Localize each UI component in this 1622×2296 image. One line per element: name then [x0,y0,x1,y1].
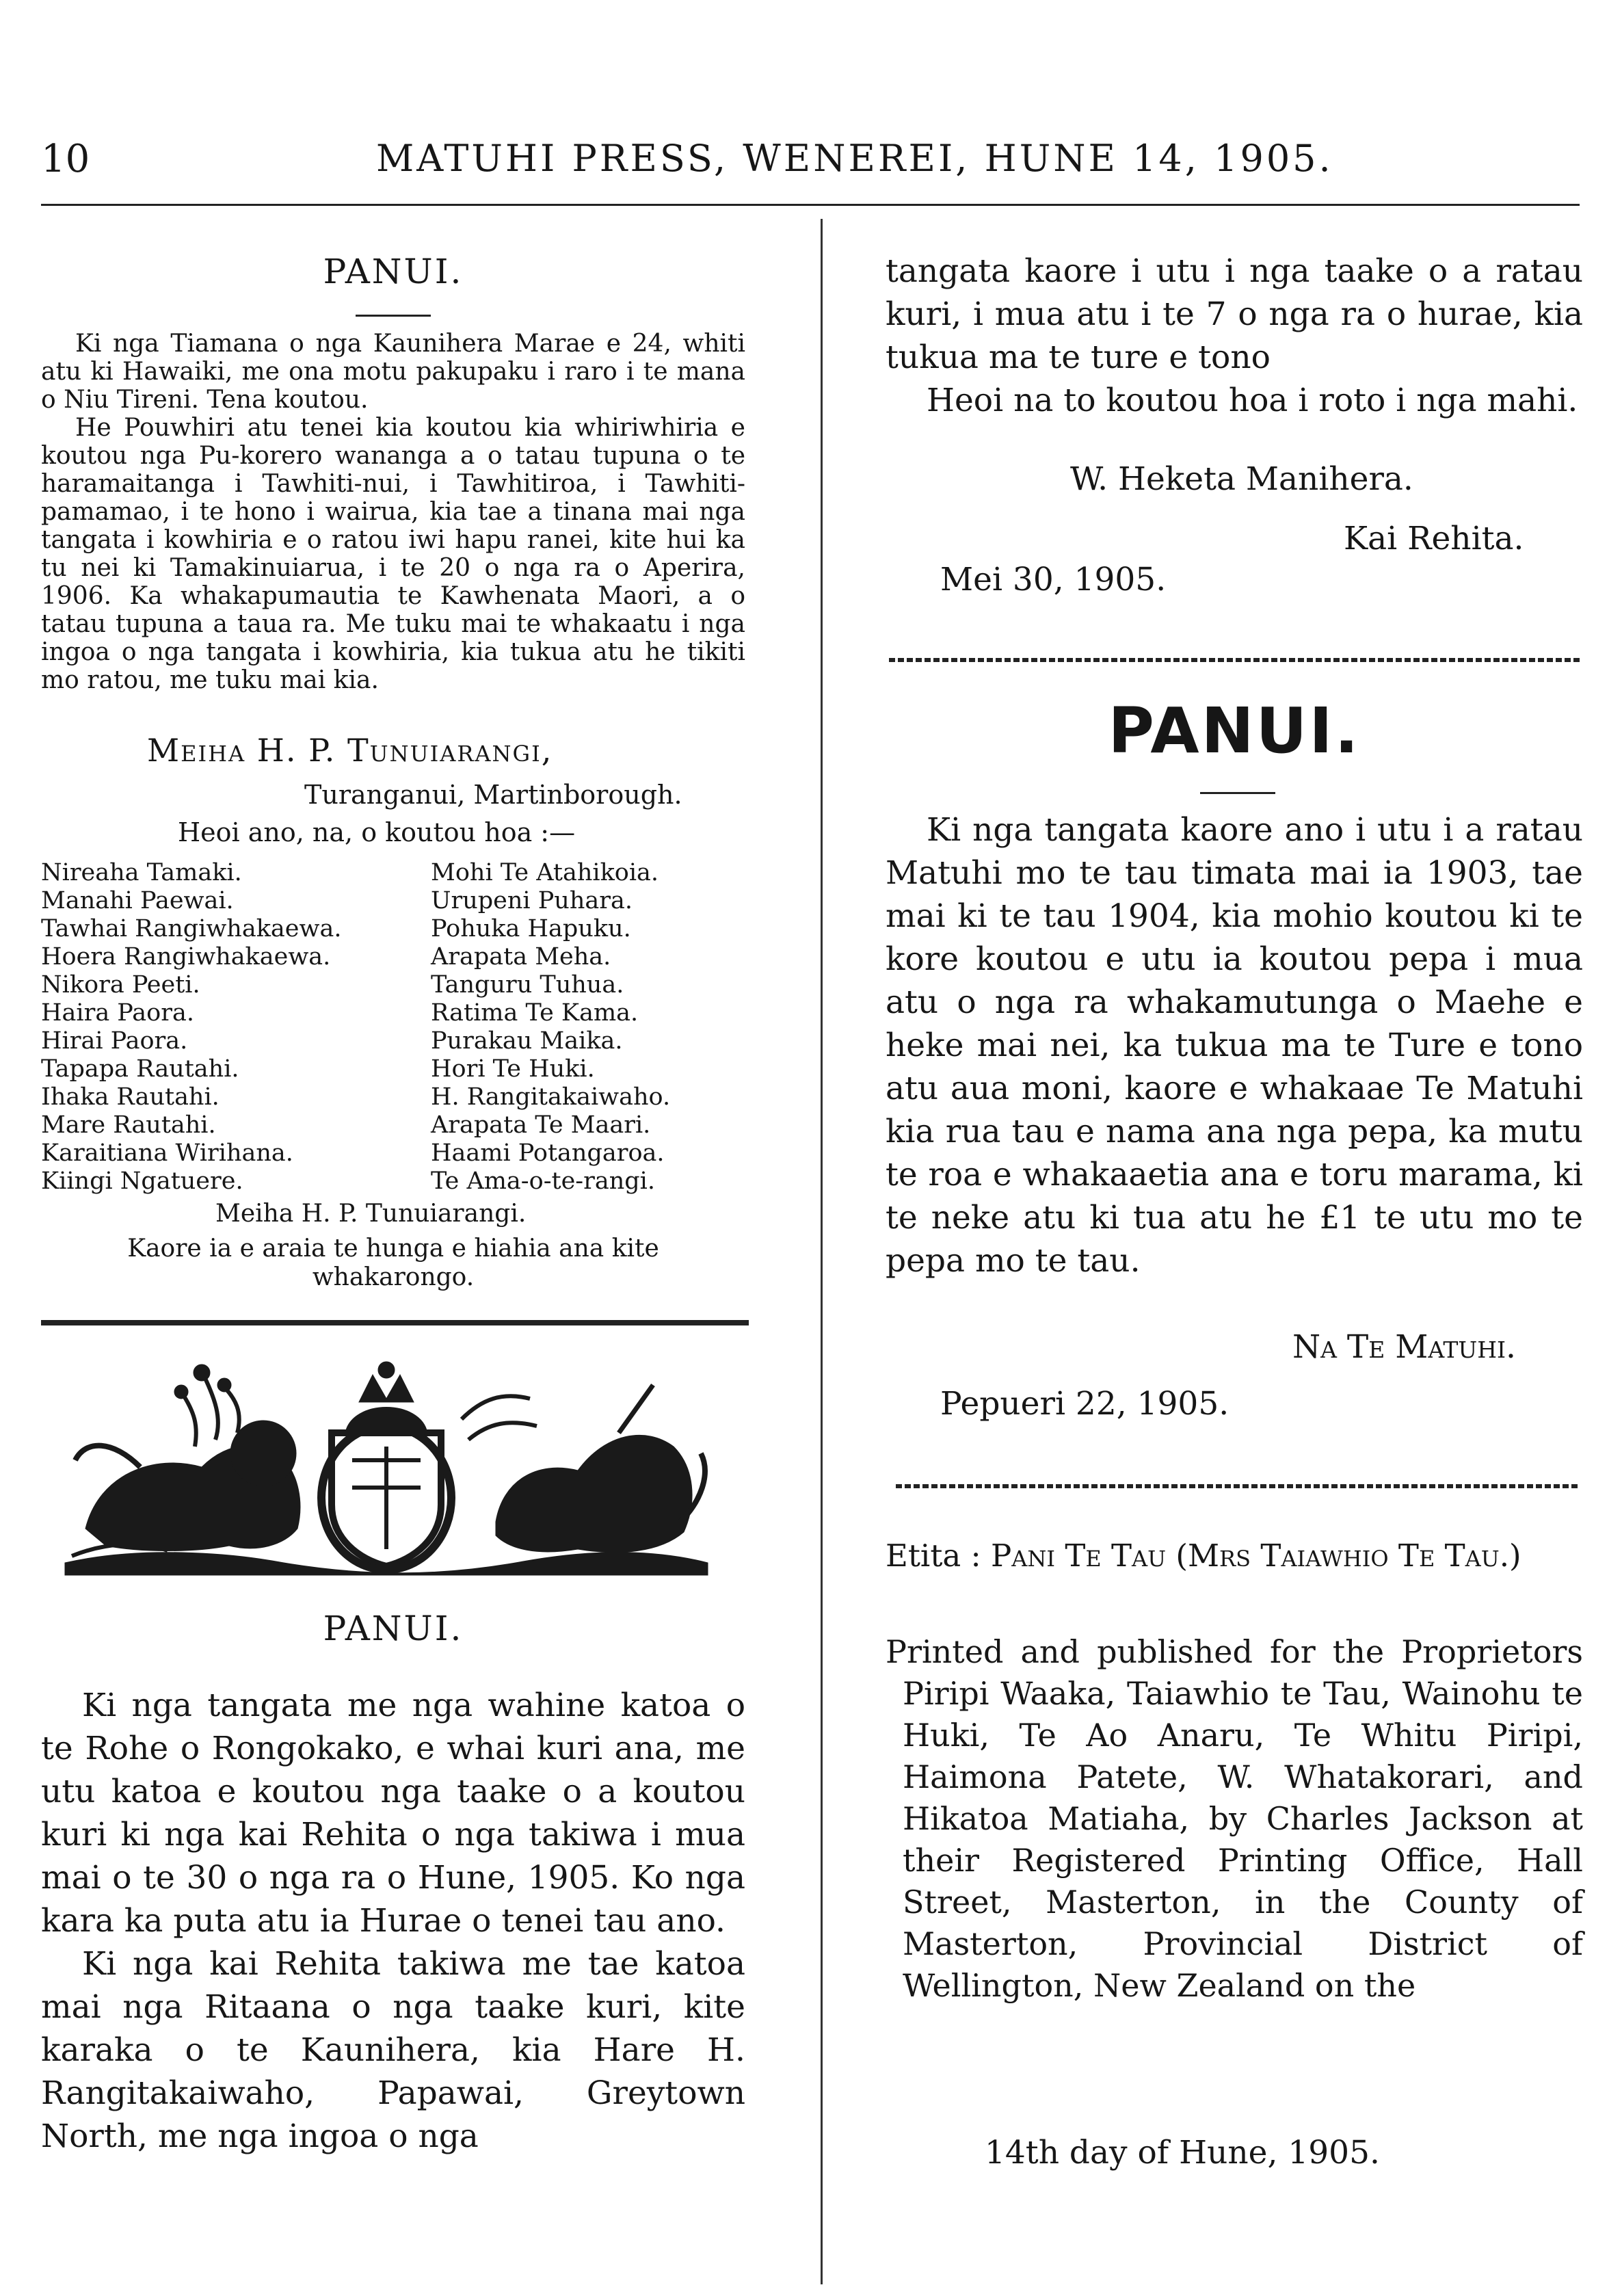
imprint-rule [896,1484,1580,1488]
notice3-short-rule [1200,792,1275,794]
notice1-location: Turanganui, Martinborough. [304,780,682,810]
notice1-body [41,330,745,694]
left-section-rule [41,1320,749,1325]
signatory-row: Tawhai Rangiwhakaewa. Pohuka Hapuku. [41,915,631,942]
editor-line [886,1535,1583,1576]
signatory-row: Nikora Peeti. Tanguru Tuhua. [41,971,624,999]
notice2-paragraph1: Ki nga tangata me nga wahine katoa o te Rohe o Rongokako, e whai kuri ana, me utu katoa e koutou nga taake o a koutou kuri ki nga kai Rehita o nga takiwa i mua mai o te 30 o nga ra o Hune, 1905. Ko nga kara ka puta atu ia Hurae o tenei tau ano. [41,1687,745,1940]
signatory-row: Manahi Paewai. Urupeni Puhara. [41,887,633,914]
page-number: 10 [41,137,90,181]
notice3-signature: Na Te Matuhi. [1292,1328,1517,1366]
running-title: MATUHI PRESS, WENEREI, HUNE 14, 1905. [376,137,1333,180]
imprint-date: 14th day of Hune, 1905. [985,2134,1380,2172]
notice3-date: Pepueri 22, 1905. [940,1385,1229,1423]
notice1-footnote: Kaore ia e araia te hunga e hiahia ana kite whakarongo. [127,1235,659,1291]
notice3-body [886,808,1583,1282]
notice1-short-rule [356,315,431,317]
notice2-heading: PANUI. [323,1609,464,1648]
signatory-row: Kiingi Ngatuere. Te Ama-o-te-rangi. [41,1167,655,1195]
continuation-text: tangata kaore i utu i nga taake o a ratau kuri, i mua atu i te 7 o nga ra o hurae, kia tukua ma te ture e tono [886,252,1583,376]
header-rule [41,204,1580,206]
notice1-closing: Heoi ano, na, o koutou hoa :— [178,817,576,847]
signatory-row: Hoera Rangiwhakaewa. Arapata Meha. [41,943,611,971]
imprint-text: Printed and published for the Proprietors Piripi Waaka, Taiawhio te Tau, Wainohu te Huki, Te Ao Anaru, Te Whitu Piripi, Haimona Patete, W. Whatakorari, and Hikatoa Matiaha, by Charles Jackson at their Registered Printing Office, Hall Street, Masterton, in the County of Masterton, Provincial District of Wellington, New Zealand on the [886,1633,1583,2004]
notice1-paragraph1: Ki nga Tiamana o nga Kaunihera Marae e 24, whiti atu ki Hawaiki, me ona motu pakupaku i raro i te mana o Niu Tireni. Tena koutou. [41,330,745,414]
signatory-row: Ihaka Rautahi. H. Rangitakaiwaho. [41,1083,671,1111]
notice2-body [41,1684,745,2158]
editor-label: Etita : [886,1538,981,1574]
notice1-final-name: Meiha H. P. Tunuiarangi. [215,1200,527,1228]
notice-continuation [886,250,1583,422]
signatory-row: Tapapa Rautahi. Hori Te Huki. [41,1055,595,1083]
page-header [41,137,1580,192]
signature-title: Kai Rehita. [1344,520,1524,557]
signatory-row: Haira Paora. Ratima Te Kama. [41,999,639,1027]
column-divider [821,219,823,2284]
editor-name: Pani Te Tau (Mrs Taiawhio Te Tau.) [991,1538,1521,1574]
signatory-row: Nireaha Tamaki. Mohi Te Atahikoia. [41,859,659,886]
continuation-closing: Heoi na to koutou hoa i roto i nga mahi. [927,382,1578,419]
notice3-paragraph: Ki nga tangata kaore ano i utu i a ratau Matuhi mo te tau timata mai ia 1903, tae mai ki te tau 1904, kia mohio koutou ki te kore koutou e utu ia koutou pepa i mua atu o nga ra whakamutunga o Maehe e heke mai nei, ka tukua ma te Ture e tono atu aua moni, kaore e whakaae Te Matuhi kia rua tau e nama ana nga pepa, ka mutu te roa e whakaaetia ana e toru marama, ki te neke atu ki tua atu he £1 te utu mo te pepa mo te tau. [886,811,1583,1280]
signatory-row: Hirai Paora. Purakau Maika. [41,1027,623,1055]
notice1-paragraph2: He Pouwhiri atu tenei kia koutou kia whiriwhiria e koutou nga Pu-korero wananga a o tatau tupuna o te haramaitanga i Tawhiti-nui, i Tawhitiroa, i Tawhiti-pamamao, i te hono i wairua, kia tae a tinana mai nga tangata i kowhiria e o ratou iwi hapu ranei, kite hui ka tu nei ki Tamakinuiarua, i te 20 o nga ra o Aperira, 1906. Ka whakapumautia te Kawhenata Maori, a o tatau tupuna a taua ra. Me tuku mai te whakaatu i nga ingoa o nga tangata i kowhiria, kia tukua atu he tikiti mo ratou, me tuku mai kia. [41,414,745,694]
right-section-rule [889,658,1581,662]
notice1-heading: PANUI. [323,252,464,291]
notice2-paragraph2: Ki nga kai Rehita takiwa me tae katoa mai nga Ritaana o nga taake kuri, kite karaka o te Kaunihera, kia Hare H. Rangitakaiwaho, Papawai, Greytown North, me nga ingoa o nga [41,1945,745,2155]
royal-coat-of-arms-icon [58,1358,715,1583]
signatory-list [41,859,745,1196]
signatory-row: Mare Rautahi. Arapata Te Maari. [41,1111,651,1139]
signatory-row: Karaitiana Wirihana. Haami Potangaroa. [41,1139,665,1167]
notice-date: Mei 30, 1905. [940,561,1167,598]
notice3-heading: PANUI. [1108,694,1361,767]
notice1-signature: Meiha H. P. Tunuiarangi, [147,732,553,769]
signature-name: W. Heketa Manihera. [1070,460,1413,498]
